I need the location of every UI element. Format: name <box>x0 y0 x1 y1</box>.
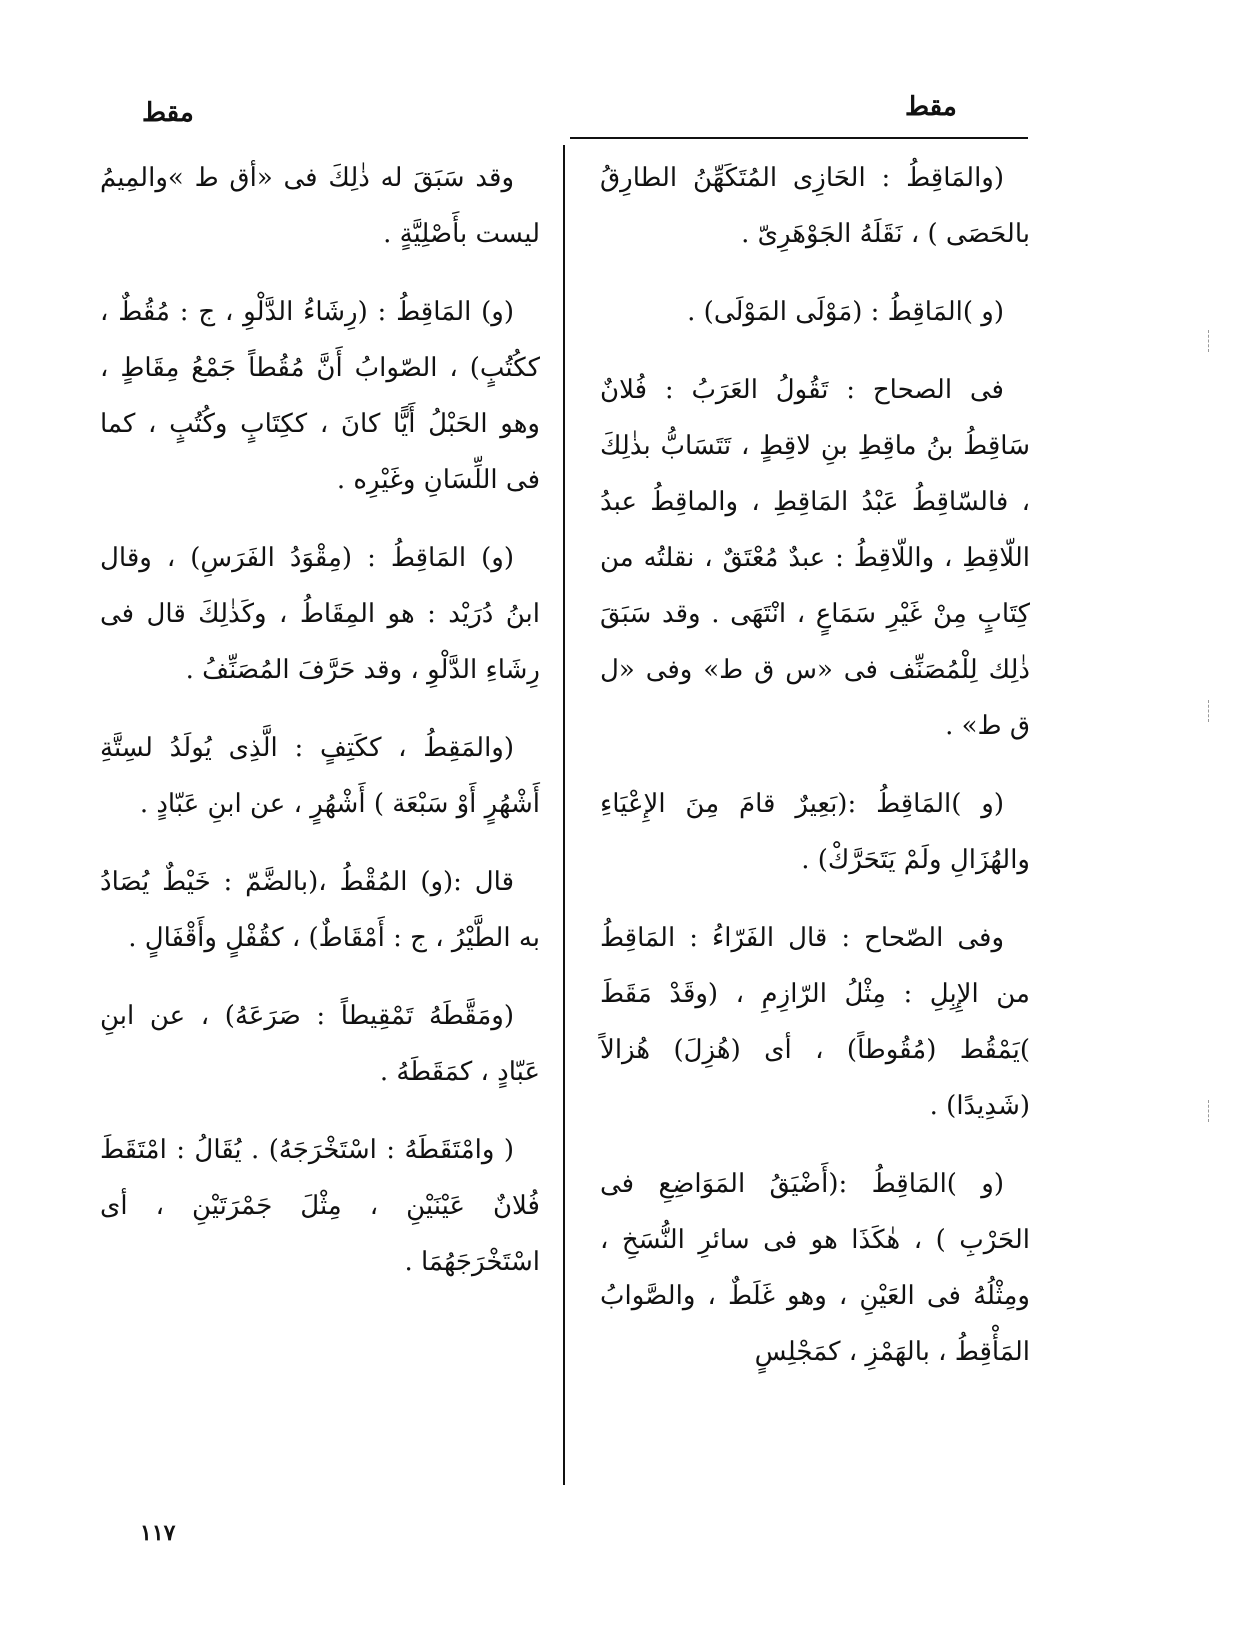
paragraph: وقد سَبَقَ له ذٰلِكَ فى «أق ط »والمِيمُ ليست بأَصْلِيَّةٍ . <box>100 163 540 249</box>
paragraph: وفى الصّحاح : قال الفَرّاءُ : المَاقِطُ من الإِبِلِ : مِثْلُ الرّازِمِ ، (وقَدْ مَقَطَ )يَمْقُط (مُقُوطاً) ، أى (هُزِلَ) هُزالاً (شَدِيدًا) . <box>600 923 1030 1121</box>
paragraph: (والمَقِطُ ، ككَتِفٍ : الَّذِى يُولَدُ لسِتَّةِ أَشْهُرٍ أَوْ سَبْعَة ) أَشْهُرٍ ، عن ابنِ عَبّادٍ . <box>100 733 540 819</box>
paragraph: (والمَاقِطُ : الحَازِى المُتَكَهِّنُ الطارِقُ بالحَصَى ) ، نَقَلَهُ الجَوْهَرِىّ . <box>600 163 1030 249</box>
paragraph: (و )المَاقِطُ : (مَوْلَى المَوْلَى) . <box>687 297 1004 327</box>
paragraph: (ومَقَّطَهُ تَمْقِيطاً : صَرَعَهُ) ، عن ابنِ عَبّادٍ ، كمَقَطَهُ . <box>100 1001 540 1087</box>
running-head-left: مقط <box>142 98 194 128</box>
header-rule <box>570 137 1028 139</box>
margin-mark <box>1208 1100 1209 1122</box>
column-divider <box>563 145 565 1485</box>
paragraph: فى الصحاح : تَقُولُ العَرَبُ : فُلانٌ سَاقِطُ بنُ ماقِطِ بنِ لاقِطٍ ، تَتَسَابُّ بذٰلِكَ ، فالسّاقِطُ عَبْدُ المَاقِطِ ، والماقِطُ عبدُ اللّاقِطِ ، واللّاقِطُ : عبدٌ مُعْتَقٌ ، نقلتُه من كِتَابٍ مِنْ غَيْرِ سَمَاعٍ ، انْتَهَى . وقد سَبَقَ ذٰلِك لِلْمُصَنِّف فى «س ق ط» وفى «ل ق ط» . <box>600 375 1030 741</box>
running-head-right: مقط <box>905 92 957 122</box>
page-number: ١١٧ <box>140 1520 176 1546</box>
paragraph: (و )المَاقِطُ :(بَعِيرٌ قامَ مِنَ الإِعْيَاءِ والهُزَالِ ولَمْ يَتَحَرَّكْ) . <box>600 789 1030 875</box>
right-column <box>600 150 1030 1402</box>
margin-mark <box>1208 700 1209 722</box>
left-column <box>100 150 540 1312</box>
margin-mark <box>1208 330 1209 352</box>
paragraph: (و) المَاقِطُ : (رِشَاءُ الدَّلْوِ ، ج : مُقُطٌ ، ككُتُبٍ) ، الصّوابُ أَنَّ مُقُطاً جَمْعُ مِقَاطٍ ، وهو الحَبْلُ أَيًّا كانَ ، ككِتَابٍ وكُتُبٍ ، كما فى اللِّسَانِ وغَيْرِه . <box>100 297 540 495</box>
paragraph: (و )المَاقِطُ :(أَضْيَقُ المَوَاضِعِ فى الحَرْبِ ) ، هٰكَذَا هو فى سائرِ النُّسَخِ ، ومِثْلُهُ فى العَيْنِ ، وهو غَلَطٌ ، والصَّوابُ المَأْقِطُ ، بالهَمْزِ ، كمَجْلِسٍ <box>600 1169 1030 1367</box>
paragraph: (و) المَاقِطُ : (مِقْوَدُ الفَرَسِ) ، وقال ابنُ دُرَيْد : هو المِقَاطُ ، وكَذٰلِكَ قال فى رِشَاءِ الدَّلْوِ ، وقد حَرَّفَ المُصَنِّفُ . <box>100 543 540 685</box>
paragraph: ( وامْتَقَطَهُ : اسْتَخْرَجَهُ) . يُقَالُ : امْتَقَطَ فُلانٌ عَيْنَيْنِ ، مِثْلَ جَمْرَتَيْنِ ، أى اسْتَخْرَجَهُمَا . <box>100 1135 540 1277</box>
paragraph: قال :(و) المُقْطُ ،(بالضَّمّ : خَيْطٌ يُصَادُ به الطَّيْرُ ، ج : أَمْقَاطٌ) ، كقُفْلٍ وأَقْفَالٍ . <box>100 867 540 953</box>
